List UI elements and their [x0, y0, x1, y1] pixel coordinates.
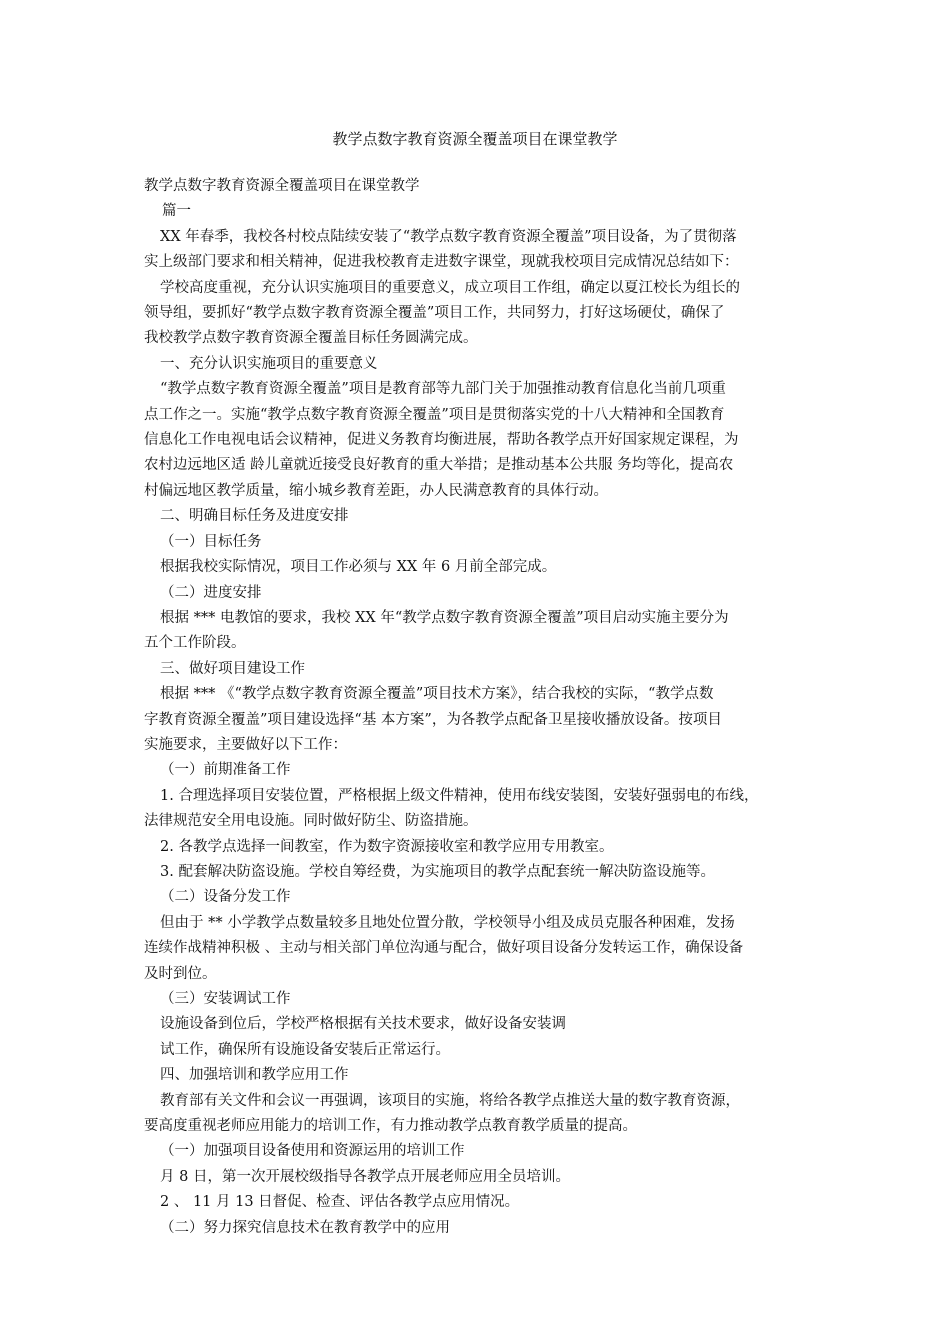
text-line: 法律规范安全用电设施。同时做好防尘、防盗措施。	[144, 813, 478, 830]
text-line: 教育部有关文件和会议一再强调，该项目的实施，将给各教学点推送大量的数字教育资源，	[160, 1092, 740, 1109]
text-line: 2. 各教学点选择一间教室，作为数字资源接收室和教学应用专用教室。	[160, 838, 614, 855]
text-line: 五个工作阶段。	[144, 635, 246, 652]
text-line: 实施要求，主要做好以下工作：	[144, 736, 347, 753]
document-body	[144, 174, 812, 1241]
text-line: 一、充分认识实施项目的重要意义	[160, 355, 378, 372]
text-line: （三）安装调试工作	[160, 991, 291, 1007]
text-line: 信息化工作电视电话会议精神，促进义务教育均衡进展，帮助各教学点开好国家规定课程，为	[144, 432, 739, 449]
text-line: 2 、 11 月 13 日督促、检查、评估各教学点应用情况。	[160, 1194, 520, 1211]
text-line: 字教育资源全覆盖”项目建设选择“基 本方案”，为各教学点配备卫星接收播放设备。按项目	[144, 711, 722, 728]
text-line: 设施设备到位后，学校严格根据有关技术要求，做好设备安装调	[160, 1016, 566, 1033]
text-line: 农村边远地区适 龄儿童就近接受良好教育的重大举措；是推动基本公共服 务均等化，提高农	[144, 457, 734, 474]
text-line: 连续作战精神积极 、主动与相关部门单位沟通与配合，做好项目设备分发转运工作，确保设备	[144, 940, 744, 957]
text-line: 点工作之一。实施“教学点数字教育资源全覆盖”项目是贯彻落实党的十八大精神和全国教育	[144, 406, 725, 423]
text-line: （一）前期准备工作	[160, 762, 291, 779]
text-line: 试工作，确保所有设施设备安装后正常运行。	[160, 1041, 450, 1058]
text-line: （二）努力探究信息技术在教育教学中的应用	[160, 1219, 450, 1236]
text-line: 及时到位。	[144, 965, 217, 982]
text-line: （二）设备分发工作	[160, 889, 291, 906]
text-line: 三、做好项目建设工作	[160, 660, 305, 677]
text-line: 根据 *** 《“教学点数字教育资源全覆盖”项目技术方案》，结合我校的实际，“教学点数	[160, 686, 714, 703]
text-line: 教学点数字教育资源全覆盖项目在课堂教学	[144, 178, 420, 194]
text-line: 月 8 日，第一次开展校级指导各教学点开展老师应用全员培训。	[160, 1168, 570, 1185]
text-line: 实上级部门要求和相关精神，促进我校教育走进数字课堂，现就我校项目完成情况总结如下：	[144, 254, 739, 271]
text-line: “教学点数字教育资源全覆盖”项目是教育部等九部门关于加强推动教育信息化当前几项重	[160, 381, 726, 398]
text-line: 根据我校实际情况，项目工作必须与 XX 年 6 月前全部完成。	[160, 559, 557, 576]
text-line: 二、明确目标任务及进度安排	[160, 508, 349, 525]
text-line: 但由于 ** 小学教学点数量较多且地处位置分散，学校领导小组及成员克服各种困难，发扬	[160, 914, 735, 931]
text-line: 篇一	[162, 203, 191, 220]
text-line: 四、加强培训和教学应用工作	[160, 1067, 349, 1084]
document-title: 教学点数字教育资源全覆盖项目在课堂教学	[332, 130, 618, 148]
text-line: 根据 *** 电教馆的要求，我校 XX 年“教学点数字教育资源全覆盖”项目启动实施主要分为	[160, 609, 729, 626]
text-line: 1. 合理选择项目安装位置，严格根据上级文件精神，使用布线安装图，安装好强弱电的布线，	[160, 787, 759, 804]
text-line: 我校教学点数字教育资源全覆盖目标任务圆满完成。	[144, 330, 478, 347]
text-line: XX 年春季，我校各村校点陆续安装了“教学点数字教育资源全覆盖”项目设备，为了贯彻落	[160, 228, 737, 245]
text-line: 3. 配套解决防盗设施。学校自筹经费，为实施项目的教学点配套统一解决防盗设施等。	[160, 863, 715, 880]
text-line: 学校高度重视，充分认识实施项目的重要意义，成立项目工作组，确定以夏江校长为组长的	[160, 279, 740, 296]
text-line: （二）进度安排	[160, 584, 262, 601]
text-line: 领导组，要抓好“教学点数字教育资源全覆盖”项目工作，共同努力，打好这场硬仗，确保了	[144, 305, 725, 322]
text-line: （一）目标任务	[160, 533, 262, 550]
text-line: 村偏远地区教学质量，缩小城乡教育差距，办人民满意教育的具体行动。	[144, 482, 608, 499]
text-line: （一）加强项目设备使用和资源运用的培训工作	[160, 1143, 465, 1160]
text-line: 要高度重视老师应用能力的培训工作，有力推动教学点教育教学质量的提高。	[144, 1118, 637, 1135]
